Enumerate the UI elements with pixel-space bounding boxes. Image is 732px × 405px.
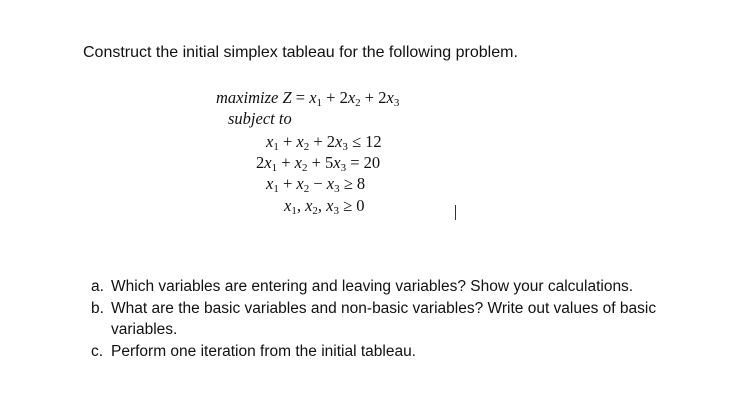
- relation: ≥: [343, 196, 353, 215]
- obj-term: $x_1$: [309, 88, 323, 109]
- constraint-term: $x_2$: [296, 132, 310, 153]
- constraint-3: $x_1 + x_2 - x_3 \ge 8$: [266, 174, 366, 195]
- relation: ≤: [351, 132, 362, 151]
- constraint-term: $5x_3$: [325, 153, 347, 174]
- nonnegativity-constraint: $x_1$, $x_2$, $x_3 \ge 0$: [284, 196, 365, 217]
- instruction-text: Construct the initial simplex tableau for the following problem.: [83, 44, 518, 61]
- objective-function: maximize $Z = x_1 + 2x_2 + 2x_3$: [216, 88, 400, 109]
- rhs: 20: [363, 153, 381, 172]
- rhs: 12: [365, 132, 382, 151]
- question-b: [91, 298, 711, 320]
- objective-lhs: Z: [282, 88, 292, 107]
- subject-to-label: subject to: [228, 109, 292, 128]
- question-list: [91, 276, 711, 362]
- constraint-term: $x_1$: [266, 174, 279, 195]
- question-marker: b.: [91, 299, 104, 317]
- maximize-keyword: maximize: [216, 88, 279, 107]
- constraint-term: $x_1$: [266, 132, 279, 153]
- text-cursor: [455, 205, 456, 220]
- question-text: What are the basic variables and non-basic variables? Write out values of basic: [111, 299, 657, 317]
- question-marker: c.: [91, 342, 104, 360]
- question-marker: a.: [91, 278, 104, 295]
- constraint-term: $x_3$: [326, 174, 340, 195]
- constraint-term: $2x_3$: [326, 132, 348, 153]
- question-c: [91, 341, 711, 363]
- rhs: 8: [356, 174, 366, 193]
- question-text: Which variables are entering and leaving variables? Show your calculations.: [111, 278, 634, 295]
- relation: =: [350, 153, 360, 172]
- constraint-1: $x_1 + x_2 + 2x_3 \le 12$: [266, 132, 382, 153]
- constraint-term: $x_2$: [296, 174, 310, 195]
- obj-term: $2x_3$: [378, 88, 400, 109]
- constraint-term: $2x_1$: [256, 153, 278, 174]
- rhs: 0: [356, 196, 365, 215]
- question-a: [91, 276, 711, 298]
- obj-term: $2x_2$: [339, 88, 361, 109]
- constraint-term: $x_2$: [294, 153, 308, 174]
- relation: ≥: [343, 174, 353, 193]
- question-b-continuation: variables.: [111, 321, 178, 338]
- constraint-2: $2x_1 + x_2 + 5x_3 = 20$: [256, 153, 381, 174]
- question-text: Perform one iteration from the initial tableau.: [111, 342, 416, 360]
